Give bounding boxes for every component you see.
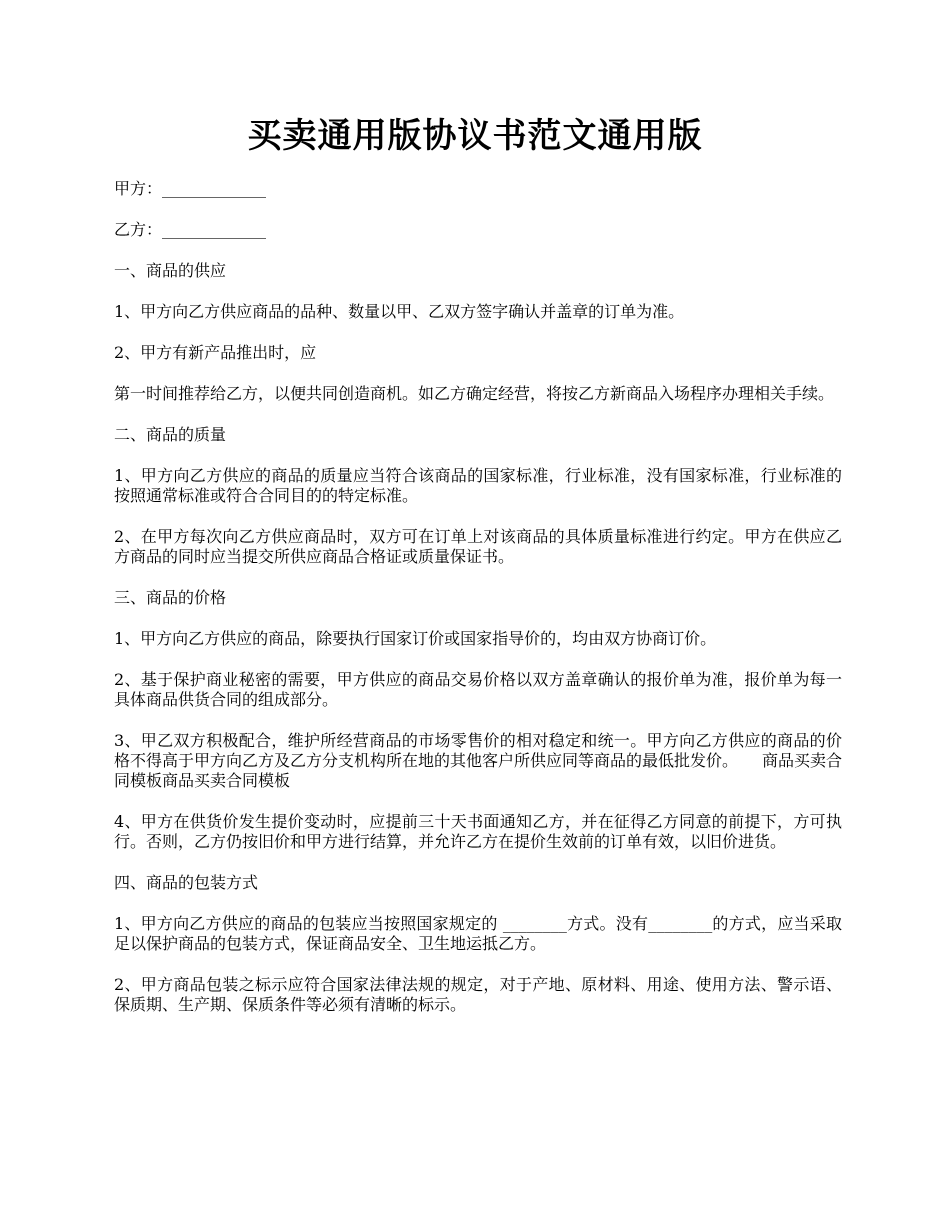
party-a-line: 甲方：_____________	[114, 179, 267, 198]
clause-paragraph: 3、甲乙双方积极配合，维护所经营商品的市场零售价的相对稳定和统一。甲方向乙方供应的商品的价格不得高于甲方向乙方及乙方分支机构所在地的其他客户所供应同等商品的最低批发价。 商品买卖合同模板商品买卖合同模板	[114, 731, 843, 790]
section-heading-packaging: 四、商品的包装方式	[114, 873, 259, 892]
party-b-line: 乙方：_____________	[114, 220, 267, 239]
clause-paragraph: 4、甲方在供货价发生提价变动时，应提前三十天书面通知乙方，并在征得乙方同意的前提下，方可执行。否则，乙方仍按旧价和甲方进行结算，并允许乙方在提价生效前的订单有效，以旧价进货。	[114, 812, 842, 851]
section-heading-quality: 二、商品的质量	[114, 425, 227, 444]
clause-paragraph: 2、甲方有新产品推出时，应	[114, 343, 317, 362]
section-heading-supply: 一、商品的供应	[114, 261, 227, 280]
clause-paragraph: 2、基于保护商业秘密的需要，甲方供应的商品交易价格以双方盖章确认的报价单为准，报价单为每一具体商品供货合同的组成部分。	[114, 670, 842, 709]
clause-paragraph: 1、甲方向乙方供应的商品的质量应当符合该商品的国家标准，行业标准，没有国家标准，行业标准的按照通常标准或符合合同目的的特定标准。	[114, 466, 842, 505]
section-heading-price: 三、商品的价格	[114, 588, 227, 607]
document-title: 买卖通用版协议书范文通用版	[247, 116, 703, 156]
clause-paragraph: 1、甲方向乙方供应的商品的包装应当按照国家规定的 ________方式。没有________的方式，应当采取足以保护商品的包装方式，保证商品安全、卫生地运抵乙方。	[114, 914, 842, 953]
clause-paragraph: 1、甲方向乙方供应商品的品种、数量以甲、乙双方签字确认并盖章的订单为准。	[114, 302, 685, 321]
clause-paragraph: 1、甲方向乙方供应的商品，除要执行国家订价或国家指导价的，均由双方协商订价。	[114, 629, 717, 648]
clause-paragraph: 第一时间推荐给乙方，以便共同创造商机。如乙方确定经营，将按乙方新商品入场程序办理相关手续。	[114, 384, 835, 403]
clause-paragraph: 2、甲方商品包装之标示应符合国家法律法规的规定，对于产地、原材料、用途、使用方法、警示语、保质期、生产期、保质条件等必须有清晰的标示。	[114, 975, 842, 1014]
document-body	[114, 179, 842, 1036]
clause-paragraph: 2、在甲方每次向乙方供应商品时，双方可在订单上对该商品的具体质量标准进行约定。甲方在供应乙方商品的同时应当提交所供应商品合格证或质量保证书。	[114, 527, 842, 566]
